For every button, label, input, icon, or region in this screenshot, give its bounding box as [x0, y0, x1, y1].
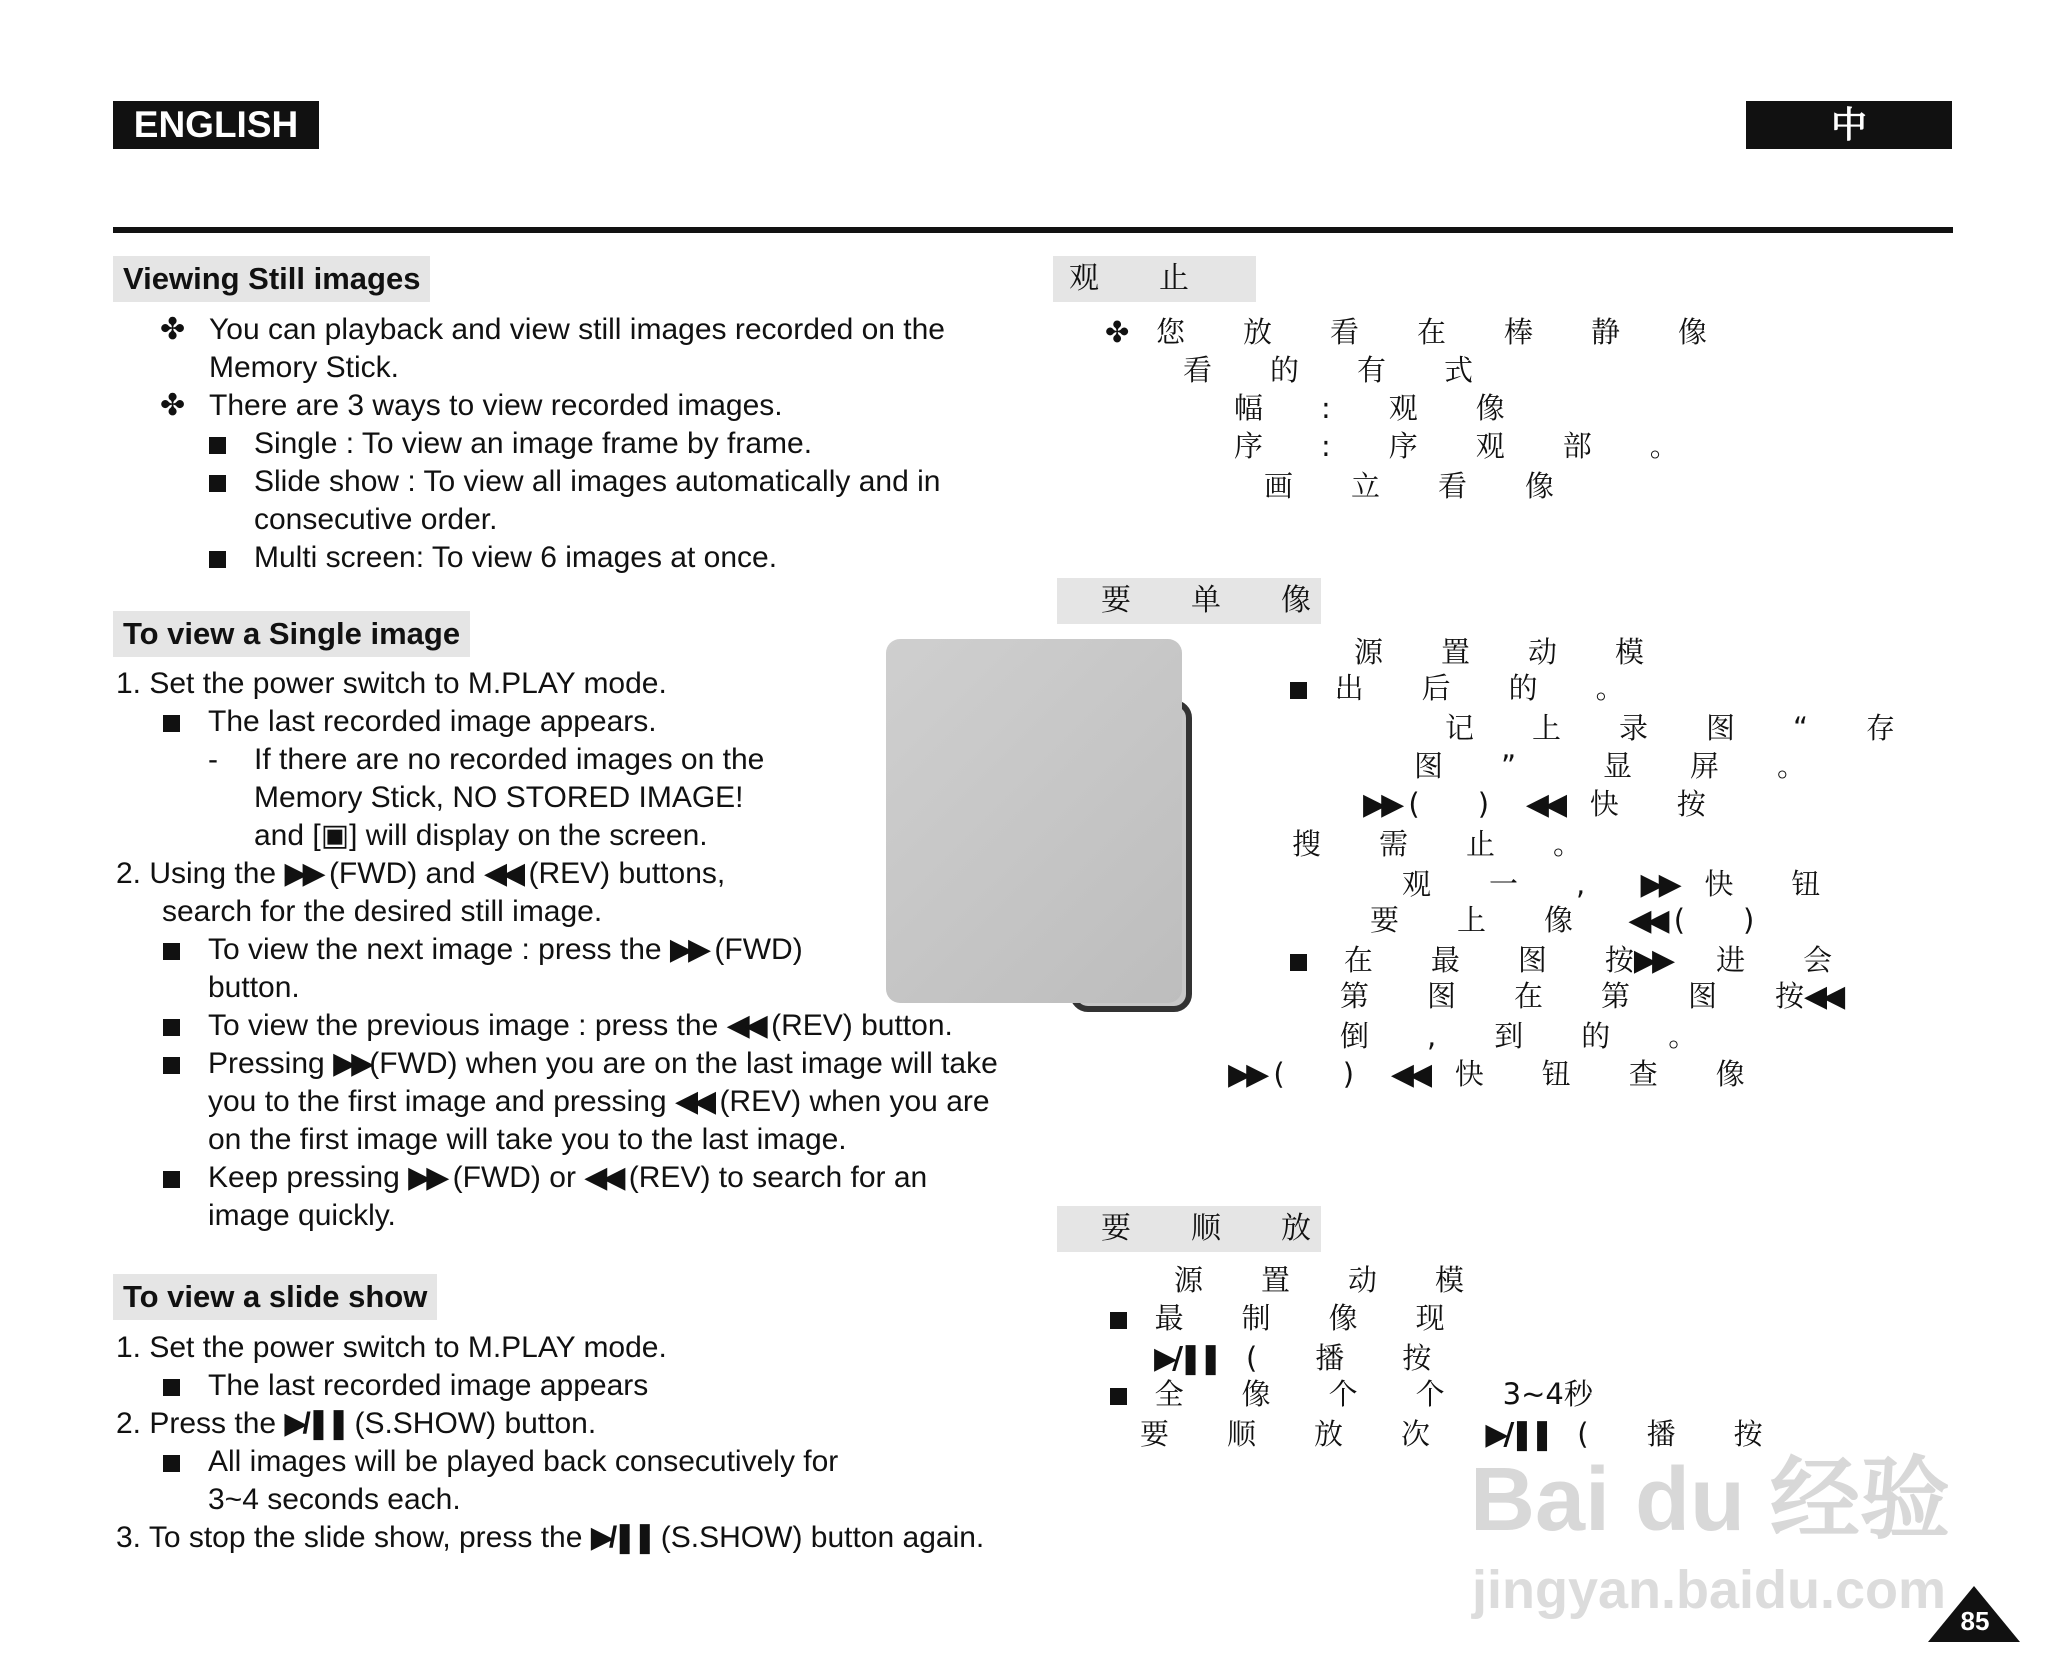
next-text: To view the next image : press the	[208, 933, 662, 966]
step-2-text: search for the desired still image.	[162, 895, 603, 928]
zh-line: 源 置 动 模	[1174, 1263, 1465, 1297]
rev-icon: ◀◀	[1628, 903, 1665, 938]
zh-line	[1228, 1056, 1745, 1093]
sub-bullet-text: on the first image will take you to the last image.	[208, 1123, 847, 1156]
square-bullet-icon	[209, 475, 226, 492]
prev-rev: (REV) button.	[771, 1009, 953, 1042]
sub-bullet	[163, 1368, 180, 1404]
zh-line-text: 观 一 ,	[1402, 867, 1586, 901]
note-text-display: will display on the screen.	[365, 819, 708, 852]
zh-line	[1110, 1376, 1593, 1412]
zh-line-text: ( 播 按	[1577, 1417, 1763, 1451]
square-bullet-icon	[209, 437, 226, 454]
square-bullet-icon	[163, 1455, 180, 1472]
zh-line	[1402, 866, 1820, 903]
zh-section-title-1: 观 止	[1053, 256, 1256, 302]
sub-bullet	[209, 540, 226, 576]
english-label: ENGLISH	[113, 101, 319, 149]
clover-icon: ✤	[160, 313, 186, 346]
rev-icon: ◀◀	[1525, 787, 1563, 822]
keep-rev: (REV) to search for an	[628, 1161, 928, 1194]
note-text-and: and	[254, 819, 305, 852]
square-bullet-icon	[163, 715, 180, 732]
play-pause-icon: ▶/❚❚	[590, 1521, 653, 1554]
sub-bullet-text	[208, 1084, 990, 1120]
step-2-text: 2. Press the	[116, 1407, 277, 1440]
step-3	[116, 1520, 984, 1556]
next-fwd: (FWD)	[714, 933, 803, 966]
fwd-icon: ▶▶	[1640, 867, 1677, 902]
page-number: 85	[1960, 1606, 1990, 1636]
sub-bullet	[163, 932, 180, 968]
square-bullet-icon	[163, 1057, 180, 1074]
zh-line-text: ( )	[1673, 903, 1755, 937]
zh-line	[1154, 1340, 1431, 1377]
square-bullet-icon	[1110, 1312, 1127, 1329]
prev-text: To view the previous image : press the	[208, 1009, 719, 1042]
press-fwd: (FWD) when you are on the last image will take	[369, 1047, 998, 1080]
step-2-sshow: (S.SHOW) button.	[354, 1407, 597, 1440]
sub-bullet	[163, 704, 180, 740]
zh-line: 幅 : 观 像	[1234, 391, 1505, 425]
sub-bullet-text: Multi screen: To view 6 images at once.	[254, 541, 778, 574]
note-text: If there are no recorded images on the	[254, 743, 765, 776]
zh-line-text: 进 会	[1716, 943, 1833, 977]
zh-line: 看 的 有 式	[1183, 353, 1474, 387]
section-title-slide-show: To view a slide show	[113, 1274, 437, 1320]
zh-line	[1363, 786, 1706, 823]
sub-bullet-text: consecutive order.	[254, 503, 498, 536]
sub-bullet	[209, 464, 226, 500]
step-1: 1. Set the power switch to M.PLAY mode.	[116, 667, 667, 700]
baidu-watermark: Bai du 经验	[1470, 1450, 1951, 1550]
zh-line-text: ( )	[1408, 787, 1490, 821]
zh-line: 倒 , 到 的 。	[1340, 1019, 1698, 1053]
section-title-single-image: To view a Single image	[113, 611, 470, 657]
zh-line-text: 快 按	[1589, 787, 1706, 821]
zh-line-text: 第 图 在 第 图 按	[1340, 979, 1805, 1013]
keep-text: Keep pressing	[208, 1161, 400, 1194]
fwd-icon: ▶▶	[1363, 787, 1400, 822]
press-text-2: you to the first image and pressing	[208, 1085, 667, 1118]
sub-bullet-text	[208, 1160, 927, 1196]
step-2-fwd: (FWD) and	[328, 857, 476, 890]
zh-line-text: ( )	[1273, 1057, 1355, 1091]
memory-stick-icon: [▣]	[312, 819, 358, 852]
zh-line-text: 要 顺 放 次	[1140, 1417, 1431, 1451]
square-bullet-icon	[1290, 954, 1307, 971]
square-bullet-icon	[1110, 1388, 1127, 1405]
sub-bullet	[163, 1444, 180, 1480]
note-text: Memory Stick, NO STORED IMAGE!	[254, 781, 744, 814]
rev-icon: ◀◀	[483, 857, 521, 890]
fwd-icon: ▶▶	[1633, 943, 1671, 978]
note-text	[254, 818, 708, 854]
fwd-icon: ▶▶	[669, 933, 707, 966]
step-2	[116, 1406, 596, 1442]
play-pause-icon: ▶/❚❚	[1485, 1417, 1550, 1452]
fwd-icon: ▶▶	[333, 1047, 370, 1080]
zh-line	[1290, 942, 1832, 979]
zh-line-text: 要 上 像	[1370, 903, 1574, 937]
dash: -	[208, 743, 218, 776]
sub-bullet-text	[208, 1008, 953, 1044]
bullet-text: You can playback and view still images recorded on the	[209, 313, 945, 346]
sub-bullet-text: Single : To view an image frame by frame.	[254, 427, 813, 460]
clover-icon: ✤	[1105, 315, 1130, 349]
square-bullet-icon	[163, 943, 180, 960]
header-rule	[113, 227, 1953, 233]
keep-fwd: (FWD) or	[452, 1161, 576, 1194]
zh-line: 图 ” 显 屏 。	[1414, 749, 1807, 783]
zh-line	[1140, 1416, 1763, 1453]
zh-line: 画 立 看 像	[1264, 469, 1555, 503]
rev-icon: ◀◀	[674, 1085, 712, 1118]
section-title-viewing-still: Viewing Still images	[113, 256, 430, 302]
zh-line: 记 上 录 图 “ 存	[1445, 711, 1896, 745]
zh-section-title-3: 要 顺 放	[1057, 1206, 1321, 1252]
play-pause-icon: ▶/❚❚	[284, 1407, 347, 1440]
camcorder-photo	[886, 639, 1182, 1003]
step-3-text: 3. To stop the slide show, press the	[116, 1521, 583, 1554]
zh-line-text: ( 播 按	[1245, 1341, 1432, 1375]
sub-bullet	[163, 1046, 180, 1082]
zh-line-text: 在 最 图 按	[1343, 943, 1634, 977]
fwd-icon: ▶▶	[408, 1161, 445, 1194]
zh-line-text: 出 后 的 。	[1334, 671, 1625, 705]
bullet-text: Memory Stick.	[209, 351, 400, 384]
zh-line: 您 放 看 在 棒 静 像	[1156, 315, 1708, 349]
chinese-label: 中	[1746, 101, 1952, 149]
zh-line-text: 快 钮	[1704, 867, 1821, 901]
zh-line	[1290, 670, 1625, 706]
sub-bullet-text	[208, 1046, 998, 1082]
bullet-text: There are 3 ways to view recorded images.	[209, 389, 783, 422]
play-pause-icon: ▶/❚❚	[1154, 1341, 1219, 1376]
step-2-text: 2. Using the	[116, 857, 277, 890]
fwd-icon: ▶▶	[1228, 1057, 1265, 1092]
press-text: Pressing	[208, 1047, 325, 1080]
step-1: 1. Set the power switch to M.PLAY mode.	[116, 1331, 667, 1364]
sub-bullet-text: button.	[208, 971, 300, 1004]
zh-section-title-2: 要 单 像	[1057, 578, 1321, 624]
sub-bullet	[209, 426, 226, 462]
rev-icon: ◀◀	[1390, 1057, 1428, 1092]
sub-bullet-text: The last recorded image appears.	[208, 705, 657, 738]
rev-icon: ◀◀	[584, 1161, 621, 1194]
rev-icon: ◀◀	[726, 1009, 763, 1042]
zh-line: 搜 需 止 。	[1292, 827, 1583, 861]
fwd-icon: ▶▶	[284, 857, 321, 890]
sub-bullet	[163, 1008, 180, 1044]
sub-bullet-text: All images will be played back consecutively for	[208, 1445, 839, 1478]
step-2-rev: (REV) buttons,	[528, 857, 726, 890]
square-bullet-icon	[209, 551, 226, 568]
zh-line-text: 快 钮 查 像	[1454, 1057, 1745, 1091]
press-rev: (REV) when you are	[719, 1085, 990, 1118]
zh-line	[1370, 902, 1754, 939]
sub-bullet	[163, 1160, 180, 1196]
baidu-watermark-url: jingyan.baidu.com	[1472, 1560, 1947, 1620]
sub-bullet-text: 3~4 seconds each.	[208, 1483, 461, 1516]
square-bullet-icon	[163, 1379, 180, 1396]
sub-bullet-text	[208, 932, 803, 968]
zh-line: 源 置 动 模	[1354, 635, 1645, 669]
square-bullet-icon	[163, 1019, 180, 1036]
sub-bullet-text: Slide show : To view all images automatically and in	[254, 465, 941, 498]
sub-bullet-text: image quickly.	[208, 1199, 396, 1232]
clover-icon: ✤	[160, 389, 186, 422]
zh-line	[1340, 978, 1840, 1015]
square-bullet-icon	[163, 1171, 180, 1188]
rev-icon: ◀◀	[1804, 979, 1841, 1014]
zh-line	[1110, 1300, 1445, 1336]
zh-line-text: 全 像 个 个 3~4秒	[1154, 1377, 1593, 1411]
step-3-sshow: (S.SHOW) button again.	[660, 1521, 985, 1554]
step-2	[116, 856, 725, 892]
zh-line: 序 : 序 观 部 。	[1234, 429, 1679, 463]
square-bullet-icon	[1290, 682, 1307, 699]
zh-line-text: 最 制 像 现	[1154, 1301, 1445, 1335]
sub-bullet-text: The last recorded image appears	[208, 1369, 649, 1402]
